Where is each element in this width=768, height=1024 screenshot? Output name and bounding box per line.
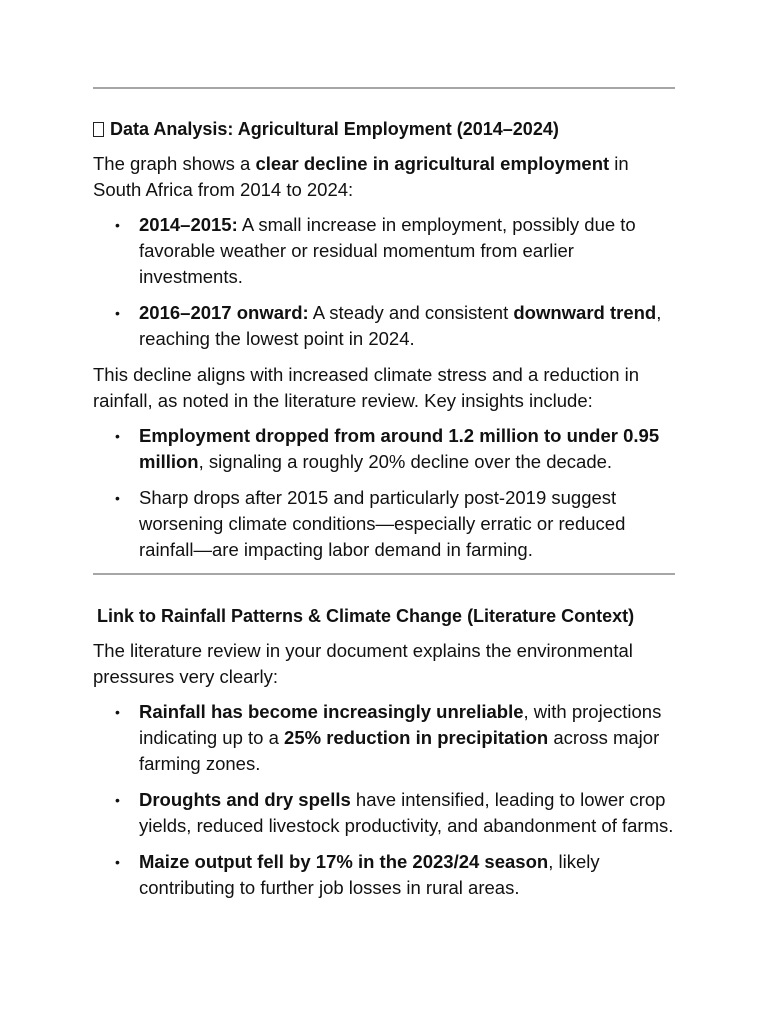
document-content (93, 87, 675, 911)
list-item: • Sharp drops after 2015 and particularly post-2019 suggest worsening climate conditions—especially erratic or reduced rainfall—are impacting labor demand in farming. (115, 487, 626, 560)
list-item: • Droughts and dry spells have intensified, leading to lower crop yields, reduced livestock productivity, and abandonment of farms. (115, 789, 674, 836)
trend-bullet-list (93, 212, 675, 352)
bullet-icon: • (115, 305, 120, 321)
list-item: • 2016–2017 onward: A steady and consistent downward trend, reaching the lowest point in 2024. (115, 302, 662, 349)
list-item: • Employment dropped from around 1.2 million to under 0.95 million, signaling a roughly 20% decline over the decade. (115, 425, 660, 472)
top-divider (93, 87, 675, 89)
bullet-icon: • (115, 792, 120, 808)
section-heading-rainfall-link: Link to Rainfall Patterns & Climate Change (Literature Context) (97, 606, 635, 626)
list-item: • Maize output fell by 17% in the 2023/24 season, likely contributing to further job losses in rural areas. (115, 851, 600, 898)
bullet-icon: • (115, 428, 120, 444)
intro-paragraph: The graph shows a clear decline in agricultural employment in South Africa from 2014 to 2024: (93, 153, 629, 200)
missing-glyph-icon (93, 122, 104, 137)
section-heading-data-analysis: Data Analysis: Agricultural Employment (2014–2024) (93, 116, 675, 142)
bullet-icon: • (115, 217, 120, 233)
middle-divider (93, 573, 675, 575)
bullet-icon: • (115, 854, 120, 870)
insights-bullet-list (93, 423, 675, 563)
climate-bullet-list (93, 699, 675, 901)
insights-paragraph: This decline aligns with increased climate stress and a reduction in rainfall, as noted in the literature review. Key insights include: (93, 364, 640, 411)
bullet-icon: • (115, 490, 120, 506)
list-item: • Rainfall has become increasingly unreliable, with projections indicating up to a 25% reduction in precipitation across major farming zones. (115, 701, 662, 774)
bullet-icon: • (115, 704, 120, 720)
literature-intro-paragraph: The literature review in your document explains the environmental pressures very clearly: (93, 640, 633, 687)
list-item: • 2014–2015: A small increase in employment, possibly due to favorable weather or residual momentum from earlier investments. (115, 214, 636, 287)
